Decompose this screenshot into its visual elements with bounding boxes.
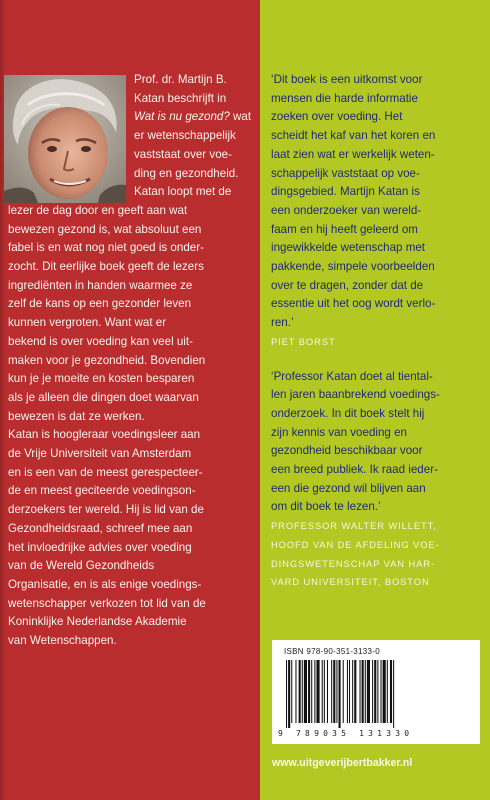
barcode-bar <box>322 660 323 723</box>
bio-line: ding en gezondheid. <box>134 166 239 180</box>
quote-attribution: HOOFD VAN DE AFDELING VOE- <box>271 538 440 550</box>
barcode-bar <box>308 660 310 723</box>
quote-line: om dit boek te lezen.’ <box>271 500 381 514</box>
bio-line: bekend is over voeding kan veel uit- <box>8 334 193 348</box>
quote-line: zoeken over voeding. Het <box>271 110 403 124</box>
quote-line: faam en hij heeft geleerd om <box>271 222 418 236</box>
barcode-bar <box>387 660 388 723</box>
barcode-bar <box>311 660 312 723</box>
barcode-bar <box>331 660 332 723</box>
quote-line: zijn kennis van voeding en <box>271 425 407 439</box>
barcode-bar <box>367 660 370 723</box>
bio-line: de Vrije Universiteit van Amsterdam <box>8 447 192 461</box>
isbn-barcode <box>272 640 480 744</box>
bio-line: Organisatie, en is als enige voedings- <box>8 577 202 591</box>
bio-line: kun je je moeite en kosten besparen <box>8 372 195 386</box>
bio-line: Katan loopt met de <box>134 185 232 199</box>
barcode-bar <box>360 660 361 723</box>
bio-line: Katan beschrijft in <box>134 91 227 105</box>
author-bio <box>8 71 254 651</box>
barcode-bar <box>343 660 344 723</box>
quote-line: ren.’ <box>271 316 294 330</box>
bio-line: derzoekers ter wereld. Hij is lid van de <box>8 503 204 517</box>
barcode-bar <box>291 660 292 723</box>
bio-line: vaststaat over voe- <box>134 147 232 161</box>
bio-line: ingrediënten in handen waarmee ze <box>8 278 193 292</box>
book-title-italic: Wat is nu gezond? <box>134 110 230 124</box>
quote-attribution: PROFESSOR WALTER WILLETT, <box>271 520 437 532</box>
barcode-bar <box>316 660 319 723</box>
bio-line: zelf de kans op een gezonder leven <box>8 297 192 311</box>
quote-line: onderzoek. In dit boek stelt hij <box>271 406 425 420</box>
quote-line: dingsgebied. Martijn Katan is <box>271 185 420 199</box>
bio-line: bewezen is dat ze werken. <box>8 409 145 423</box>
quote-line: len jaren baanbrekend voedings- <box>271 388 440 402</box>
bio-line: er wetenschappelijk <box>134 129 236 143</box>
barcode-bar <box>377 660 378 723</box>
quote-line: een die gezond wil blijven aan <box>271 481 426 495</box>
barcode-bar <box>324 660 325 723</box>
quote-attribution: DINGSWETENSCHAP VAN HAR- <box>271 557 435 569</box>
quote-line: mensen die harde informatie <box>271 91 418 105</box>
barcode-bar <box>354 660 356 723</box>
barcode-bar <box>352 660 353 723</box>
quote-line: een onderzoeker van wereld- <box>271 203 422 217</box>
barcode-bar <box>286 660 287 728</box>
bio-line: van Wetenschappen. <box>8 634 117 648</box>
barcode-digits: 9 789035 131330 <box>278 729 414 738</box>
publisher-website: www.uitgeverijbertbakker.nl <box>272 757 413 769</box>
bio-line: lezer de dag door en geeft aan wat <box>8 203 188 217</box>
quote-line: scheidt het kaf van het koren en <box>271 129 436 143</box>
bio-line: de en meest geciteerde voedingson- <box>8 484 196 498</box>
quote-line: ‘Professor Katan doet al tiental- <box>271 369 433 383</box>
bio-line: wetenschapper verkozen tot lid van de <box>8 596 206 610</box>
quote-attribution: VARD UNIVERSITEIT, BOSTON <box>271 576 430 588</box>
barcode-bar <box>314 660 315 723</box>
bio-line-suffix: wat <box>229 110 252 124</box>
quote-line: over te dragen, zonder dat de <box>271 278 424 292</box>
bio-line: zocht. Dit eerlijke boek geeft de lezers <box>8 260 204 274</box>
barcode-bar <box>288 660 290 728</box>
barcode-bar <box>390 660 392 723</box>
barcode-bar <box>365 660 366 723</box>
bio-line: van de Wereld Gezondheids <box>8 559 155 573</box>
quote-line: schappelijk vaststaat op voe- <box>271 166 420 180</box>
bio-line: bewezen gezond is, wat absoluut een <box>8 222 202 236</box>
quote-line: een breed publiek. Ik raad ieder- <box>271 463 438 477</box>
quote-line: ‘Dit boek is een uitkomst voor <box>271 73 423 86</box>
bio-line: Gezondheidsraad, schreef mee aan <box>8 521 193 535</box>
bio-line: Koninklijke Nederlandse Akademie <box>8 615 187 629</box>
barcode-bar <box>304 660 307 723</box>
quote-walter-willett <box>271 368 485 592</box>
quote-line: laat zien wat er werkelijk weten- <box>271 147 435 161</box>
bio-line: het invloedrijke advies over voeding <box>8 540 192 554</box>
bio-line-with-title <box>8 108 254 127</box>
barcode-bar <box>381 660 382 723</box>
quote-line: ingewikkelde wetenschap met <box>271 241 426 255</box>
barcode-bar <box>333 660 335 723</box>
barcode-bar <box>374 660 376 723</box>
barcode-bar <box>339 660 341 728</box>
bio-line: Katan is hoogleraar voedingsleer aan <box>8 428 201 442</box>
barcode-bar <box>327 660 328 723</box>
barcode-bars <box>286 660 466 728</box>
barcode-bar <box>336 660 337 723</box>
barcode-bar <box>349 660 350 723</box>
barcode-bar <box>302 660 303 723</box>
quote-line: pakkende, simpele voorbeelden <box>271 260 435 274</box>
barcode-bar <box>383 660 386 723</box>
quote-line: gezondheid beschikbaar voor <box>271 444 423 458</box>
quote-line: essentie uit het oog wordt verlo- <box>271 297 436 311</box>
barcode-bar <box>295 660 296 723</box>
bio-line: Prof. dr. Martijn B. <box>134 73 227 86</box>
barcode-bar <box>362 660 364 723</box>
barcode-bar <box>299 660 301 723</box>
barcode-bar <box>393 660 394 728</box>
barcode-bar <box>372 660 373 723</box>
bio-line: en is een van de meest gerespecteer- <box>8 465 203 479</box>
bio-line: maken voor je gezondheid. Bovendien <box>8 353 206 367</box>
quote-piet-borst <box>271 71 485 352</box>
bio-line: kunnen vergroten. Want wat er <box>8 316 167 330</box>
bio-line: als je alleen die dingen doet waarvan <box>8 390 199 404</box>
bio-line: fabel is en wat nog niet goed is onder- <box>8 241 204 255</box>
isbn-label: ISBN 978-90-351-3133-0 <box>284 647 380 656</box>
barcode-bar <box>347 660 348 723</box>
quote-attribution: PIET BORST <box>271 335 336 347</box>
endorsement-quotes <box>271 71 485 592</box>
